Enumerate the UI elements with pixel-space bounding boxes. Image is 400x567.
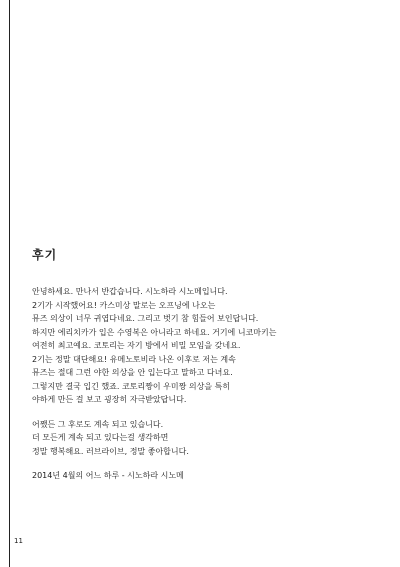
text-line: 뮤즈는 절대 그런 야한 의상을 안 입는다고 말하고 다녀요. [32,368,233,377]
text-line: 2기가 시작했어요! 카스미상 말로는 오프닝에 나오는 [32,300,216,310]
text-line: 어쨌든 그 후로도 계속 되고 있습니다. [32,419,164,429]
signature-date-line: 2014년 4월의 어느 하루 - 시노하라 시노메 [32,471,184,480]
text-line: 야하게 만든 걸 보고 굉장히 자극받았답니다. [32,395,187,404]
paragraph-2 [32,418,382,459]
text-line: 정말 행복해요. 러브라이브, 정말 좋아합니다. [32,446,189,456]
afterword-heading: 후기 [32,248,58,262]
afterword-section [32,246,382,482]
text-line: 여전히 최고예요. 코토리는 자기 방에서 비밀 모임을 갖네요. [32,341,241,350]
text-line: 하지만 에리치카가 입은 수영복은 아니라고 하네요. 거기에 니코마키는 [32,327,277,337]
page-border-line [9,0,10,567]
page-number: 11 [14,537,23,545]
text-line: 그렇지만 결국 입긴 했죠. 코토리짱이 우미짱 의상을 특히 [32,381,231,391]
text-line: 안녕하세요. 만나서 반갑습니다. 시노하라 시노메입니다. [32,287,228,296]
text-line: 더 모든게 계속 되고 있다는걸 생각하면 [32,433,169,442]
paragraph-1 [32,285,382,407]
paragraph-gap [32,407,382,418]
text-line: 뮤즈 의상이 너무 귀엽다네요. 그리고 벗기 참 힘들어 보인답니다. [32,314,259,323]
text-line: 2기는 정말 대단해요! 유메노토비라 나온 이후로 저는 계속 [32,354,236,364]
